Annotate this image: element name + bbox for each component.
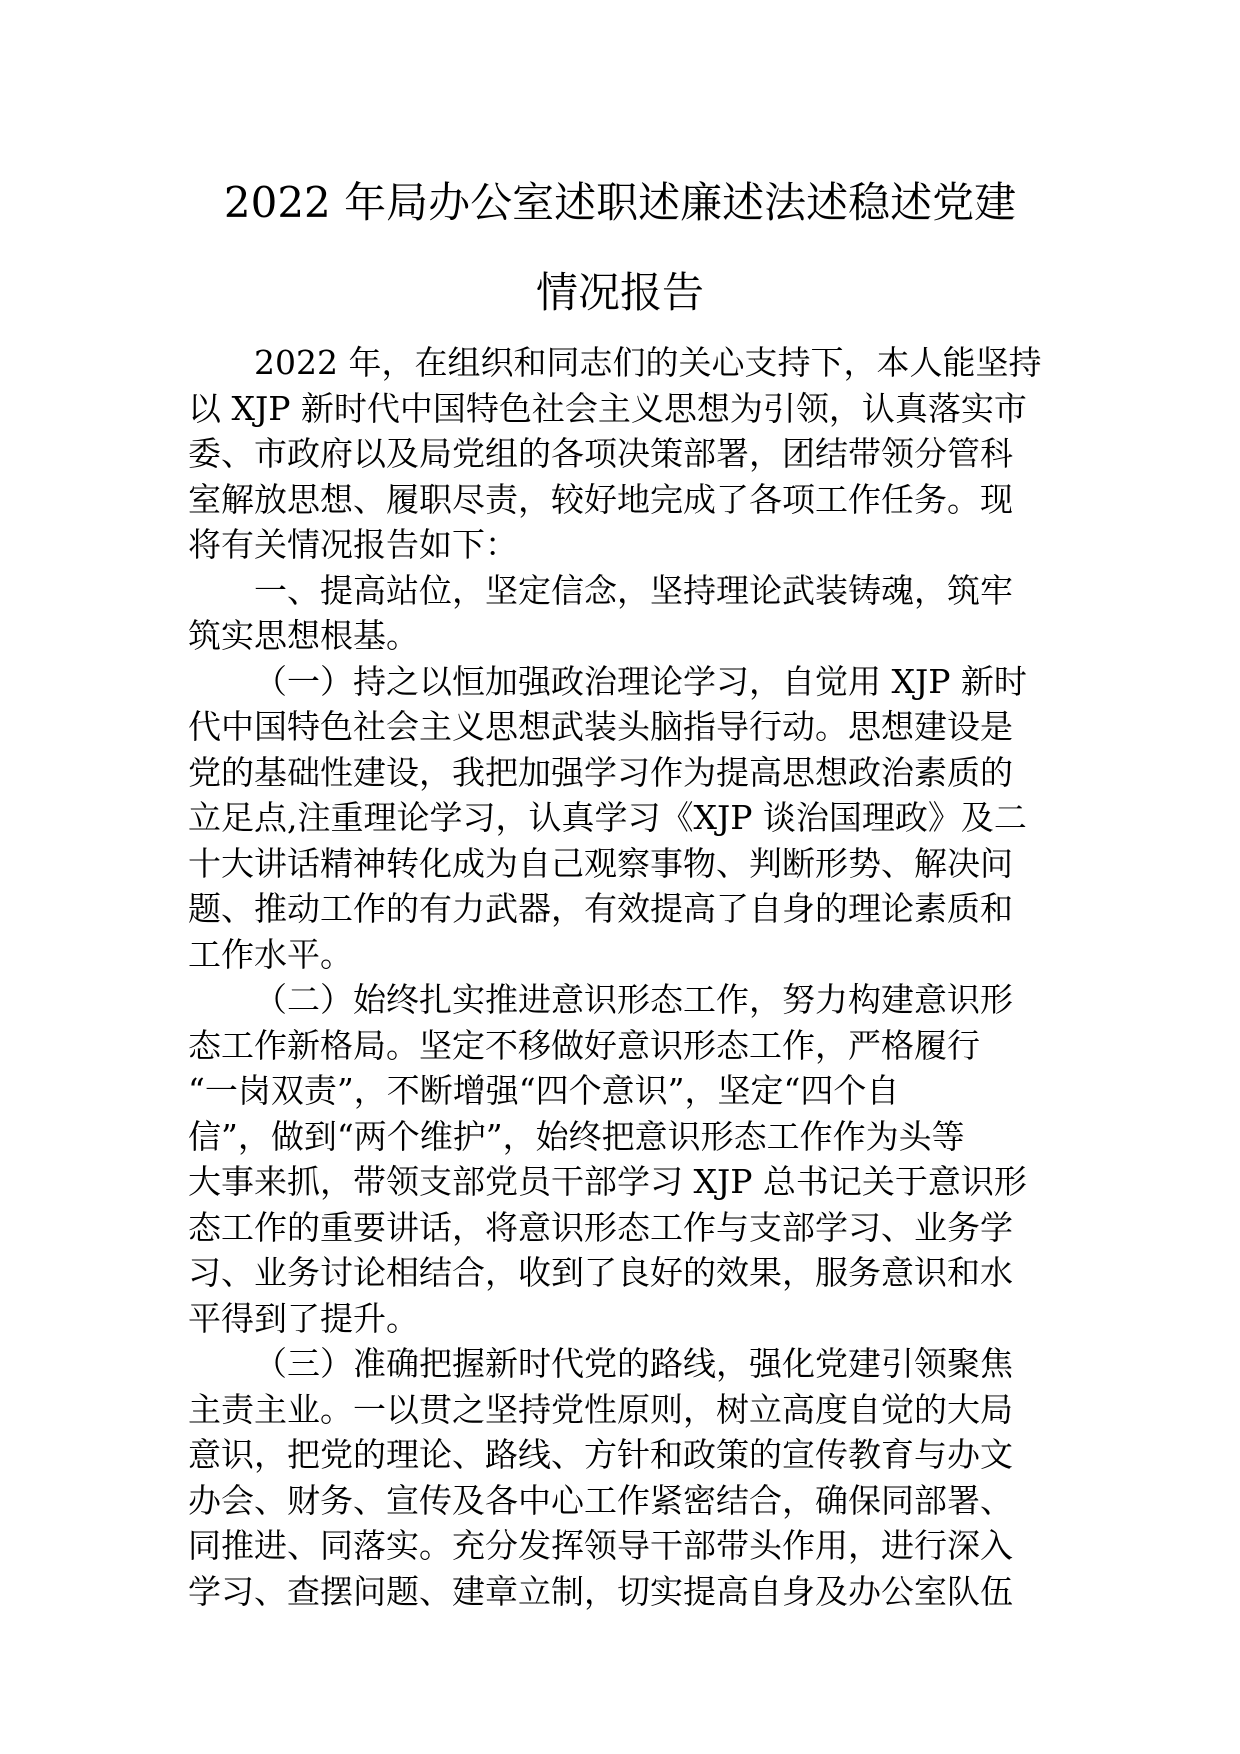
body-line: 办会、财务、宣传及各中心工作紧密结合，确保同部署、 <box>188 1480 1013 1520</box>
body-line: 委、市政府以及局党组的各项决策部署，团结带领分管科 <box>188 434 1013 473</box>
body-line: 意识，把党的理论、路线、方针和政策的宣传教育与办文 <box>188 1435 1013 1474</box>
body-line: 一、提高站位，坚定信念，坚持理论武装铸魂，筑牢 <box>254 570 1013 610</box>
body-line: 2022 年，在组织和同志们的关心支持下，本人能坚持 <box>254 343 1042 382</box>
body-line: 工作水平。 <box>188 934 353 974</box>
document-title-line-2: 情况报告 <box>535 268 704 317</box>
body-line: 大事来抓，带领支部党员干部学习 XJP 总书记关于意识形 <box>188 1162 1027 1201</box>
body-line: “一岗双责”，不断增强“四个意识”，坚定“四个自 <box>188 1071 900 1110</box>
body-line: 态工作的重要讲话，将意识形态工作与支部学习、业务学 <box>188 1207 1013 1247</box>
body-line: 代中国特色社会主义思想武装头脑指导行动。思想建设是 <box>188 707 1013 746</box>
body-line: 学习、查摆问题、建章立制，切实提高自身及办公室队伍 <box>188 1571 1013 1611</box>
body-line: 立足点,注重理论学习，认真学习《XJP 谈治国理政》及二 <box>188 798 1027 837</box>
body-line: 题、推动工作的有力武器，有效提高了自身的理论素质和 <box>188 889 1013 928</box>
body-line: 态工作新格局。坚定不移做好意识形态工作，严格履行 <box>188 1025 980 1065</box>
document-body <box>188 340 1054 1614</box>
body-line: 习、业务讨论相结合，收到了良好的效果，服务意识和水 <box>188 1253 1013 1292</box>
body-line: 主责主业。一以贯之坚持党性原则，树立高度自觉的大局 <box>188 1389 1013 1429</box>
body-line: （三）准确把握新时代党的路线，强化党建引领聚焦 <box>254 1344 1013 1383</box>
body-line: 党的基础性建设，我把加强学习作为提高思想政治素质的 <box>188 752 1013 792</box>
body-line: 十大讲话精神转化成为自己观察事物、判断形势、解决问 <box>188 843 1013 883</box>
body-line: 筑实思想根基。 <box>188 616 419 655</box>
body-line: （一）持之以恒加强政治理论学习，自觉用 XJP 新时 <box>254 661 1027 701</box>
body-line: 同推进、同落实。充分发挥领导干部带头作用，进行深入 <box>188 1526 1013 1565</box>
body-line: 以 XJP 新时代中国特色社会主义思想为引领，认真落实市 <box>188 388 1027 428</box>
body-line: 平得到了提升。 <box>188 1298 419 1338</box>
body-line: 将有关情况报告如下： <box>188 525 518 564</box>
body-line: 室解放思想、履职尽责，较好地完成了各项工作任务。现 <box>188 479 1013 519</box>
document-title-line-1: 2022 年局办公室述职述廉述法述稳述党建 <box>223 178 1017 227</box>
body-line: （二）始终扎实推进意识形态工作，努力构建意识形 <box>254 980 1013 1019</box>
body-line: 信”，做到“两个维护”，始终把意识形态工作作为头等 <box>188 1116 965 1156</box>
